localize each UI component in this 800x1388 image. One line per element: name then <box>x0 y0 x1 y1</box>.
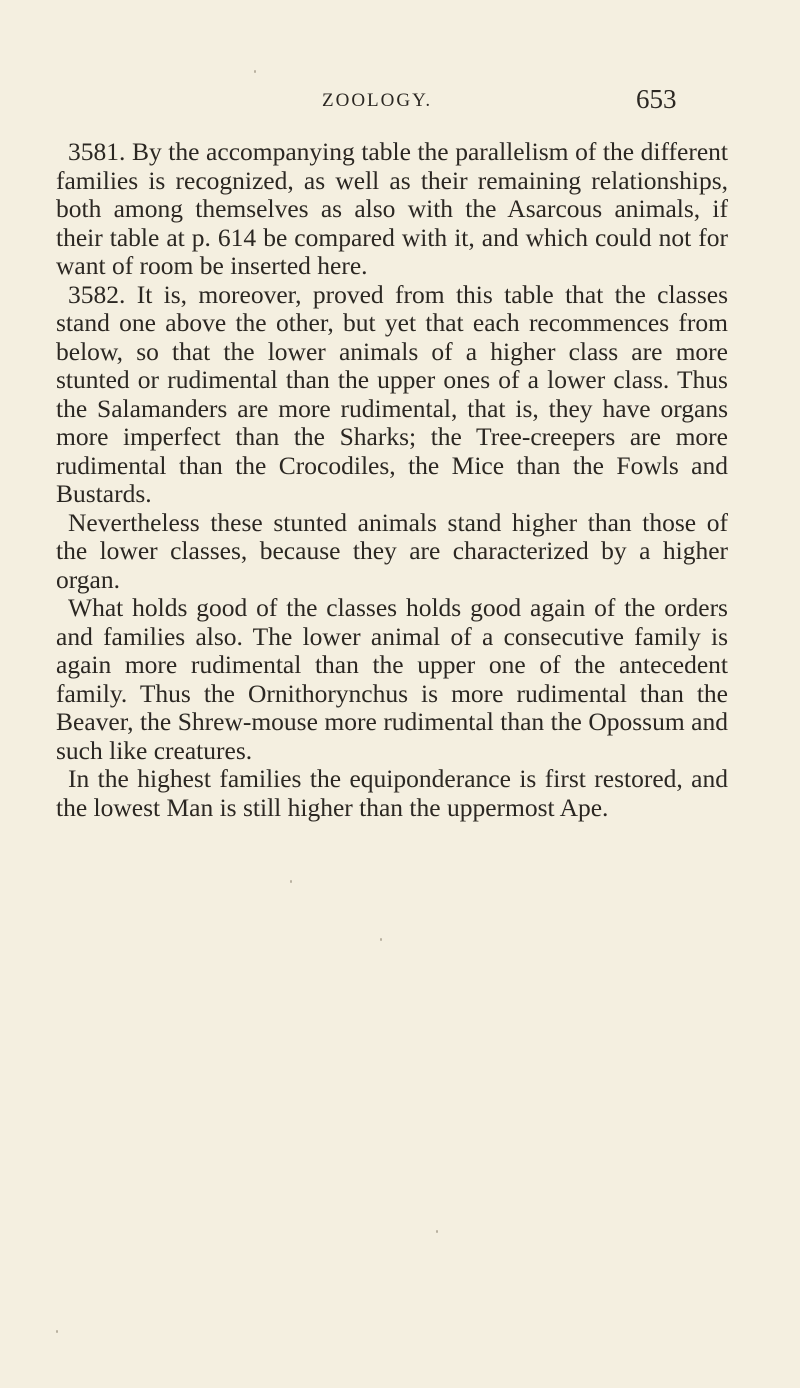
paragraph-3582: 3582. It is, moreover, proved from this table that the classes stand one above the other, but yet that each recommences from below, so that the lower animals of a higher class are more stunted or rudimental than the upper ones of a lower class. Thus the Salamanders are more rudimental, that is, they have organs more imperfect than the Sharks; the Tree-creepers are more rudimental than the Crocodiles, the Mice than the Fowls and Bustards. <box>56 279 728 508</box>
page-number: 653 <box>636 84 677 114</box>
running-title: ZOOLOGY. <box>322 90 433 111</box>
paper-speck <box>254 70 256 73</box>
paragraph-3581: 3581. By the accompanying table the parallelism of the different families is recognized, as well as their remaining relationships, both among themselves as also with the Asarcous animals, if their table at p. 614 be compared with it, and which could not for want of room be inserted here. <box>56 137 728 280</box>
paper-speck <box>380 938 382 941</box>
paragraph-nevertheless: Nevertheless these stunted animals stand higher than those of the lower classes, because they are characterized by a higher organ. <box>56 507 728 594</box>
paper-speck <box>290 880 292 883</box>
paragraph-orders-families: What holds good of the classes holds good again of the orders and families also. The lower animal of a consecutive family is again more rudimental than the upper one of the antecedent family. Thus the Ornithorynchus is more rudimental than the Beaver, the Shrew-mouse more rudimental than the Opossum and such like creatures. <box>56 593 728 765</box>
paper-speck <box>56 1330 58 1333</box>
paragraph-highest-families: In the highest families the equiponderance is first restored, and the lowest Man is still higher than the uppermost Ape. <box>56 764 728 822</box>
page-header <box>0 84 800 124</box>
body-text <box>56 138 728 822</box>
paper-speck <box>436 1230 438 1233</box>
